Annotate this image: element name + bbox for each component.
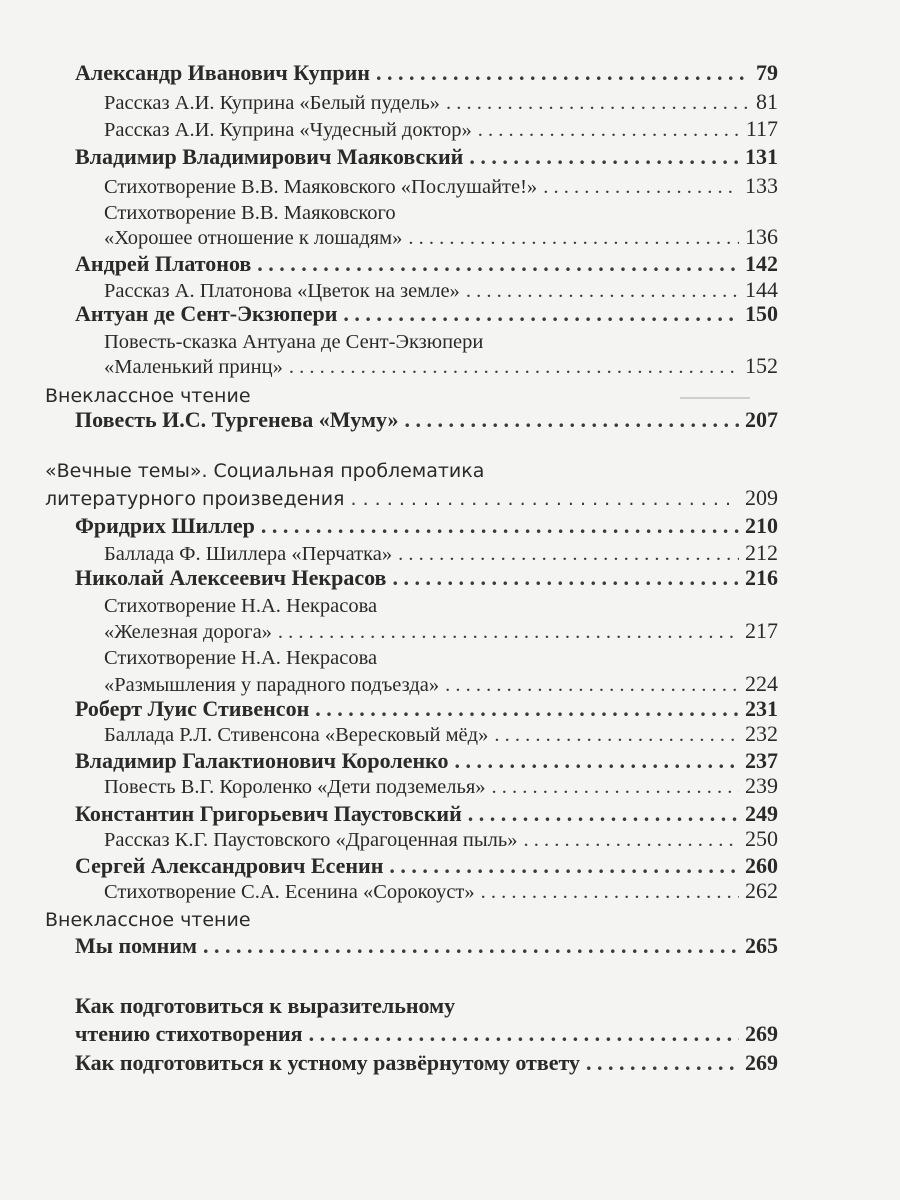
toc-entry-title: Константин Григорьевич Паустовский <box>75 801 462 826</box>
toc-entry-title: Стихотворение В.В. Маяковского «Послушайте!» <box>104 176 538 198</box>
toc-entry <box>104 824 778 854</box>
toc-entry-page: 265 <box>745 933 778 958</box>
toc-entry-title: «Вечные темы». Социальная проблематика <box>45 460 485 482</box>
toc-entry-page: 250 <box>745 826 778 851</box>
toc-entry-title: чтению стихотворения <box>75 1021 303 1046</box>
toc-entry-title: Николай Алексеевич Некрасов <box>75 565 387 590</box>
dot-leader <box>586 1048 739 1078</box>
toc-entry-page: 216 <box>745 565 778 590</box>
toc-entry <box>75 405 778 435</box>
toc-entry-title: Баллада Р.Л. Стивенсона «Вересковый мёд» <box>104 724 489 746</box>
toc-entry <box>104 771 778 801</box>
dot-leader <box>351 484 740 514</box>
toc-entry-page: 209 <box>745 485 778 510</box>
toc-entry-title: «Размышления у парадного подъезда» <box>104 674 440 696</box>
toc-entry-page: 133 <box>745 173 778 198</box>
dot-leader <box>469 142 739 172</box>
toc-entry-page: 217 <box>745 618 778 643</box>
toc-entry-title: «Железная дорога» <box>104 621 272 643</box>
dot-leader <box>543 172 739 202</box>
toc-entry <box>45 456 484 486</box>
toc-entry <box>104 87 778 117</box>
toc-entry-page: 269 <box>745 1050 778 1075</box>
divider <box>680 397 750 399</box>
dot-leader <box>481 877 739 907</box>
toc-entry-page: 212 <box>745 540 778 565</box>
toc-entry-page: 249 <box>745 801 778 826</box>
dot-leader <box>343 299 739 329</box>
toc-entry-title: Внеклассное чтение <box>45 909 251 931</box>
toc-entry-page: 142 <box>745 251 778 276</box>
toc-entry-page: 210 <box>745 513 778 538</box>
toc-entry <box>104 351 778 381</box>
toc-entry <box>104 114 778 144</box>
toc-entry-title: Рассказ К.Г. Паустовского «Драгоценная пыль» <box>104 829 518 851</box>
toc-entry-title: Владимир Галактионович Короленко <box>75 748 449 773</box>
toc-entry <box>75 1048 778 1078</box>
toc-entry-title: Александр Иванович Куприн <box>75 60 370 85</box>
toc-entry-page: 232 <box>745 721 778 746</box>
dot-leader <box>289 352 739 382</box>
toc-entry-title: Стихотворение В.В. Маяковского <box>104 202 396 224</box>
toc-entry <box>104 171 778 201</box>
toc-entry-page: 79 <box>756 60 778 85</box>
dot-leader <box>203 931 739 961</box>
toc-entry-title: Роберт Луис Стивенсон <box>75 696 310 721</box>
toc-entry-title: Рассказ А.И. Куприна «Чудесный доктор» <box>104 119 472 141</box>
dot-leader <box>376 58 750 88</box>
dot-leader <box>405 405 739 435</box>
toc-entry-page: 260 <box>745 853 778 878</box>
toc-entry-title: «Маленький принц» <box>104 356 283 378</box>
toc-entry <box>75 1019 778 1049</box>
toc-entry <box>75 511 778 541</box>
dot-leader <box>261 511 739 541</box>
toc-entry <box>104 222 778 252</box>
toc-entry-page: 224 <box>745 671 778 696</box>
dot-leader <box>309 1019 739 1049</box>
toc-entry <box>75 58 778 88</box>
toc-entry-title: Как подготовиться к выразительному <box>75 993 456 1018</box>
toc-entry-title: Рассказ А.И. Куприна «Белый пудель» <box>104 92 440 114</box>
toc-entry-title: Андрей Платонов <box>75 251 252 276</box>
toc-entry <box>75 142 778 172</box>
toc-entry-page: 269 <box>745 1021 778 1046</box>
dot-leader <box>492 772 739 802</box>
dot-leader <box>478 115 740 145</box>
toc-entry <box>75 991 455 1021</box>
toc-entry <box>75 563 778 593</box>
toc-entry-page: 239 <box>745 773 778 798</box>
toc-entry-title: Баллада Ф. Шиллера «Перчатка» <box>104 543 393 565</box>
toc-entry-page: 262 <box>745 878 778 903</box>
toc-entry-title: Стихотворение Н.А. Некрасова <box>104 595 378 617</box>
toc-entry-page: 237 <box>745 748 778 773</box>
toc-entry-title: Владимир Владимирович Маяковский <box>75 144 464 169</box>
toc-entry <box>75 299 778 329</box>
toc-entry-title: Внеклассное чтение <box>45 385 251 407</box>
dot-leader <box>392 563 739 593</box>
toc-entry-title: Повесть И.С. Тургенева «Муму» <box>75 407 399 432</box>
toc-entry-page: 152 <box>745 353 778 378</box>
toc-entry-title: Повесть В.Г. Короленко «Дети подземелья» <box>104 776 486 798</box>
toc-entry <box>45 483 778 513</box>
toc-entry-title: Мы помним <box>75 933 198 958</box>
toc-entry-title: Повесть-сказка Антуана де Сент-Экзюпери <box>104 331 484 353</box>
toc-entry-title: Стихотворение С.А. Есенина «Сорокоуст» <box>104 881 475 903</box>
toc-entry <box>104 719 778 749</box>
toc-entry-page: 207 <box>745 407 778 432</box>
toc-entry <box>75 931 778 961</box>
toc-entry-page: 136 <box>745 224 778 249</box>
toc-entry-page: 117 <box>745 116 778 141</box>
toc-entry <box>104 876 778 906</box>
toc-entry-page: 131 <box>745 144 778 169</box>
toc-entry-page: 150 <box>745 301 778 326</box>
toc-entry-page: 81 <box>756 89 778 114</box>
toc-entry-title: литературного произведения <box>45 488 345 510</box>
toc-entry-title: Сергей Александрович Есенин <box>75 853 384 878</box>
toc-entry-title: Антуан де Сент-Экзюпери <box>75 301 338 326</box>
toc-entry-title: Как подготовиться к устному развёрнутому ответу <box>75 1050 581 1075</box>
toc-entry-page: 144 <box>745 277 778 302</box>
toc-entry-page: 231 <box>745 696 778 721</box>
toc-entry-title: Стихотворение Н.А. Некрасова <box>104 647 378 669</box>
toc-entry-title: Рассказ А. Платонова «Цветок на земле» <box>104 280 460 302</box>
toc-entry-title: Фридрих Шиллер <box>75 513 255 538</box>
toc-entry <box>104 616 778 646</box>
toc-entry-title: «Хорошее отношение к лошадям» <box>104 227 403 249</box>
